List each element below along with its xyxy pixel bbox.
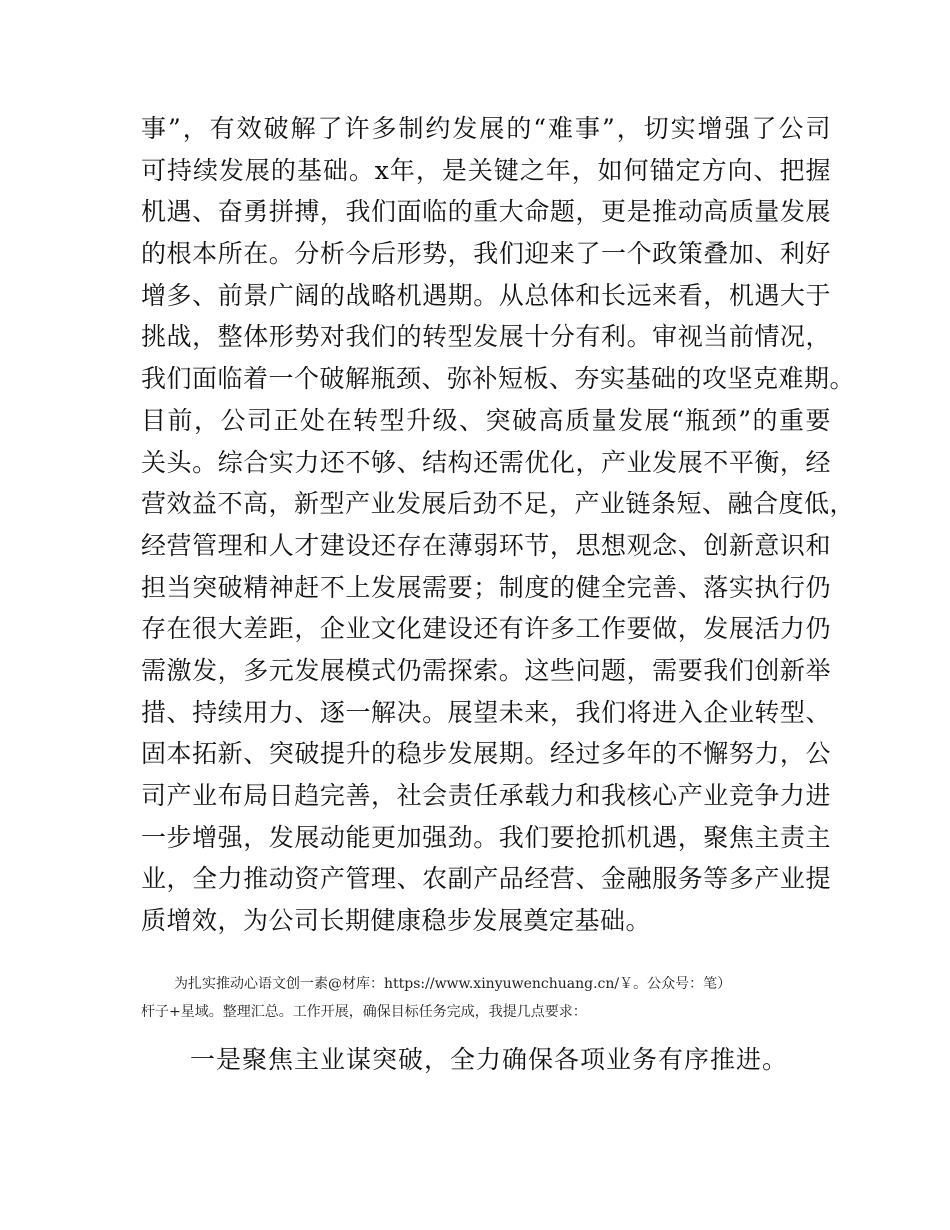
source-note bbox=[141, 970, 831, 1026]
paragraph-line: 司产业布局日趋完善，社会责任承载力和我核心产业竞争力进 bbox=[141, 781, 831, 810]
paragraph-line: 增多、前景广阔的战略机遇期。从总体和长远来看，机遇大于 bbox=[141, 280, 831, 310]
section-heading: 一是聚焦主业谋突破，全力确保各项业务有序推进。 bbox=[190, 1045, 789, 1074]
paragraph-line: 措、持续用力、逐一解决。展望未来，我们将进入企业转型、 bbox=[141, 697, 831, 727]
paragraph-line: 机遇、奋勇拼搏，我们面临的重大命题，更是推动高质量发展 bbox=[141, 197, 831, 227]
paragraph-line: 固本拓新、突破提升的稳步发展期。经过多年的不懈努力，公 bbox=[141, 739, 831, 769]
source-note-line: 杆子+星域。整理汇总。工作开展，确保目标任务完成，我提几点要求： bbox=[141, 1004, 587, 1020]
paragraph-line: 目前，公司正处在转型升级、突破高质量发展“瓶颈”的重要 bbox=[141, 405, 831, 435]
paragraph-line: 存在很大差距，企业文化建设还有许多工作要做，发展活力仍 bbox=[141, 614, 831, 644]
paragraph-line: 一步增强，发展动能更加强劲。我们要抢抓机遇，聚焦主责主 bbox=[141, 822, 831, 852]
paragraph-line: 担当突破精神赶不上发展需要；制度的健全完善、落实执行仍 bbox=[141, 572, 831, 602]
paragraph-line: 关头。综合实力还不够、结构还需优化，产业发展不平衡，经 bbox=[141, 447, 831, 477]
paragraph-line: 挑战，整体形势对我们的转型发展十分有利。审视当前情况， bbox=[141, 322, 831, 352]
paragraph-line: 需激发，多元发展模式仍需探索。这些问题，需要我们创新举 bbox=[141, 655, 831, 685]
paragraph-line: 营效益不高，新型产业发展后劲不足，产业链条短、融合度低， bbox=[141, 489, 856, 519]
body-paragraph bbox=[141, 108, 856, 942]
paragraph-line: 可持续发展的基础。x年，是关键之年，如何锚定方向、把握 bbox=[141, 155, 831, 185]
paragraph-line: 业，全力推动资产管理、农副产品经营、金融服务等多产业提 bbox=[141, 864, 831, 894]
paragraph-line: 我们面临着一个破解瓶颈、弥补短板、夯实基础的攻坚克难期。 bbox=[141, 364, 856, 394]
paragraph-line: 质增效，为公司长期健康稳步发展奠定基础。 bbox=[141, 906, 652, 936]
paragraph-line: 的根本所在。分析今后形势，我们迎来了一个政策叠加、利好 bbox=[141, 239, 831, 269]
paragraph-line: 经营管理和人才建设还存在薄弱环节，思想观念、创新意识和 bbox=[141, 530, 831, 560]
paragraph-line: 事”，有效破解了许多制约发展的“难事”，切实增强了公司 bbox=[141, 114, 831, 143]
source-note-line: 为扎实推动心语文创一素@材库：https://www.xinyuwenchuang.cn/￥。公众号：笔） bbox=[174, 976, 732, 992]
